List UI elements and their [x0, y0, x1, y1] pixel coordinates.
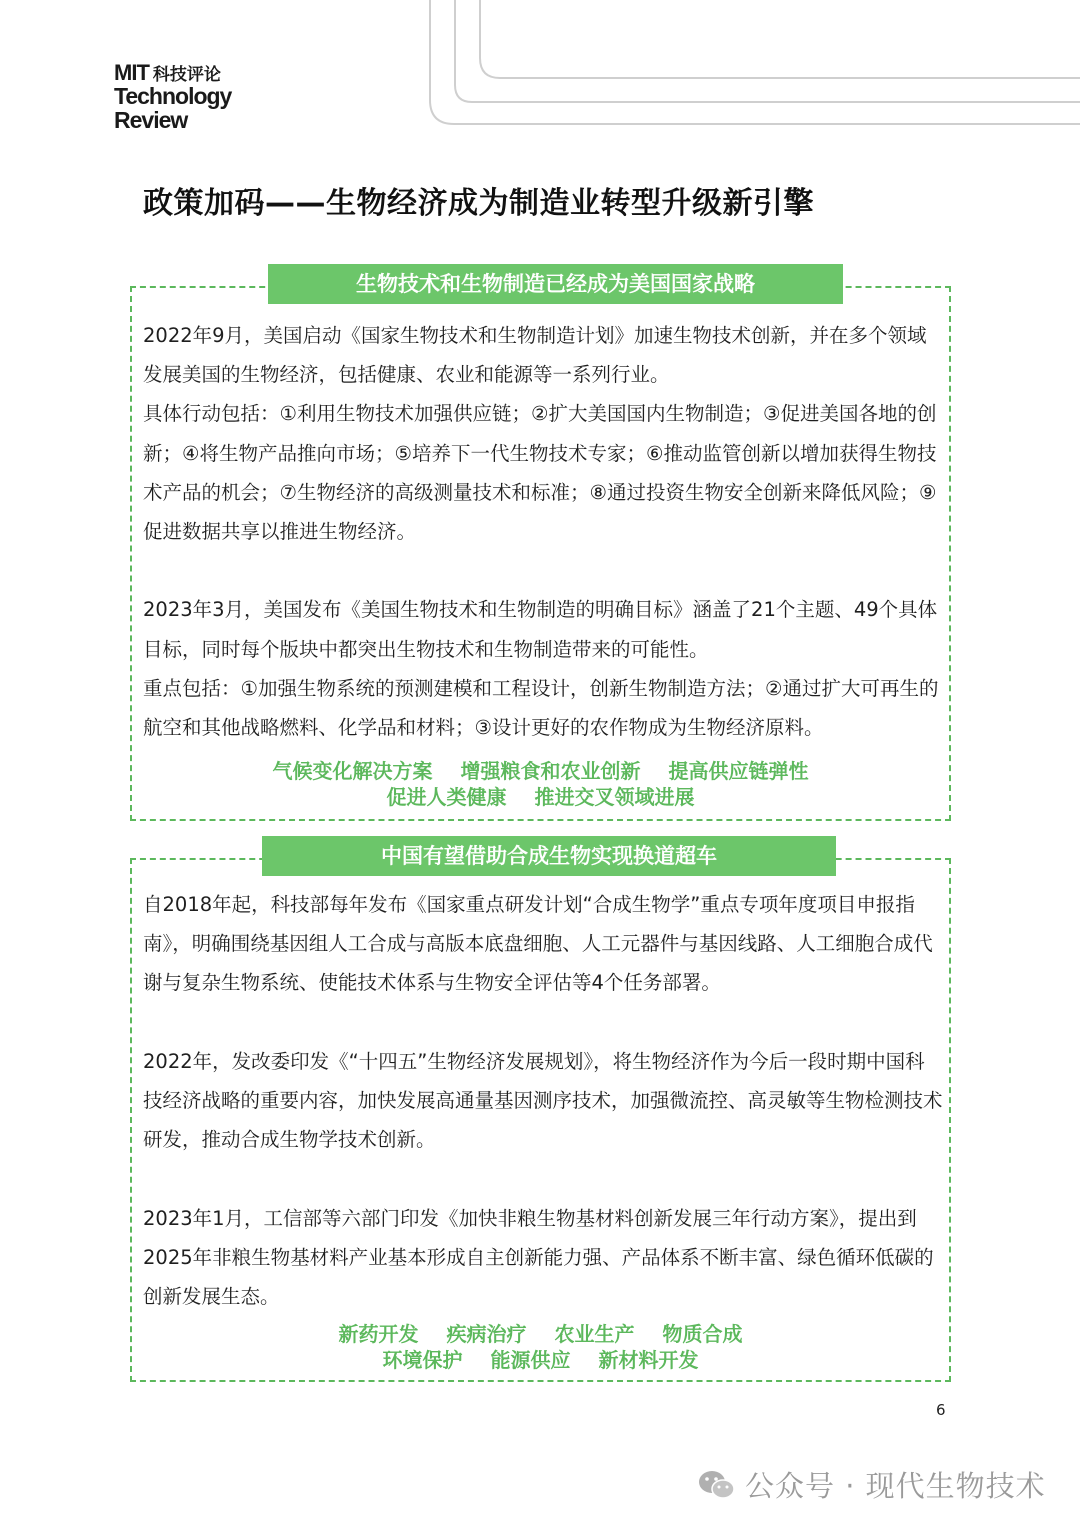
tag: 环境保护: [382, 1348, 463, 1372]
paragraph: 重点包括：①加强生物系统的预测建模和工程设计，创新生物制造方法；②通过扩大可再生的航空和其他战略燃料、化学品和材料；③设计更好的农作物成为生物经济原料。: [143, 676, 939, 740]
tag: 促进人类健康: [386, 785, 507, 809]
us-strategy-body: [143, 316, 943, 747]
china-opportunity-body: [143, 885, 943, 1316]
tag: 新药开发: [338, 1322, 419, 1346]
paragraph: 2022年，发改委印发《“十四五”生物经济发展规划》，将生物经济作为今后一段时期中国科技经济战略的重要内容，加快发展高通量基因测序技术，加强微流控、高灵敏等生物检测技术研发，推动合成生物学技术创新。: [143, 1049, 943, 1152]
page-title: 政策加码——生物经济成为制造业转型升级新引擎: [143, 186, 814, 221]
tag: 提高供应链弹性: [668, 759, 809, 783]
tag: 推进交叉领域进展: [534, 785, 695, 809]
tag: 农业生产: [554, 1322, 635, 1346]
paragraph: 2022年9月，美国启动《国家生物技术和生物制造计划》加速生物技术创新，并在多个领域发展美国的生物经济，包括健康、农业和能源等一系列行业。: [143, 324, 927, 387]
paragraph: 具体行动包括：①利用生物技术加强供应链；②扩大美国国内生物制造；③促进美国各地的创新；④将生物产品推向市场；⑤培养下一代生物技术专家；⑥推动监管创新以增加获得生物技术产品的机会；⑦生物经济的高级测量技术和标准；⑧通过投资生物安全创新来降低风险；⑨促进数据共享以推进生物经济。: [143, 402, 937, 544]
watermark-text: 公众号 · 现代生物技术: [745, 1469, 1046, 1503]
tag: 物质合成: [662, 1322, 743, 1346]
wechat-icon: [697, 1468, 737, 1502]
page-number: 6: [936, 1401, 946, 1419]
paragraph: 2023年1月，工信部等六部门印发《加快非粮生物基材料创新发展三年行动方案》，提出到2025年非粮生物基材料产业基本形成自主创新能力强、产品体系不断丰富、绿色循环低碳的创新发展生态。: [143, 1206, 934, 1308]
tag: 增强粮食和农业创新: [460, 759, 641, 783]
china-opportunity-heading: 中国有望借助合成生物实现换道超车: [262, 836, 836, 876]
logo-technology: Technology: [114, 83, 232, 109]
logo-review: Review: [114, 107, 188, 133]
china-application-tags: [130, 1321, 951, 1373]
us-focus-tags: [130, 758, 951, 810]
paragraph: 2023年3月，美国发布《美国生物技术和生物制造的明确目标》涵盖了21个主题、49个具体目标，同时每个版块中都突出生物技术和生物制造带来的可能性。: [143, 598, 938, 661]
logo-mit: MIT: [114, 60, 149, 85]
tag: 新材料开发: [598, 1348, 699, 1372]
tag: 能源供应: [490, 1348, 571, 1372]
logo-cn: 科技评论: [152, 65, 221, 85]
paragraph: 自2018年起，科技部每年发布《国家重点研发计划“合成生物学”重点专项年度项目申报指南》，明确围绕基因组人工合成与高版本底盘细胞、人工元器件与基因线路、人工细胞合成代谢与复杂生物系统、使能技术体系与生物安全评估等4个任务部署。: [143, 893, 933, 995]
tag: 疾病治疗: [446, 1322, 527, 1346]
mit-technology-review-logo: [114, 62, 231, 132]
watermark: [697, 1464, 1046, 1505]
tag: 气候变化解决方案: [272, 759, 433, 783]
us-strategy-heading: 生物技术和生物制造已经成为美国国家战略: [268, 264, 843, 304]
